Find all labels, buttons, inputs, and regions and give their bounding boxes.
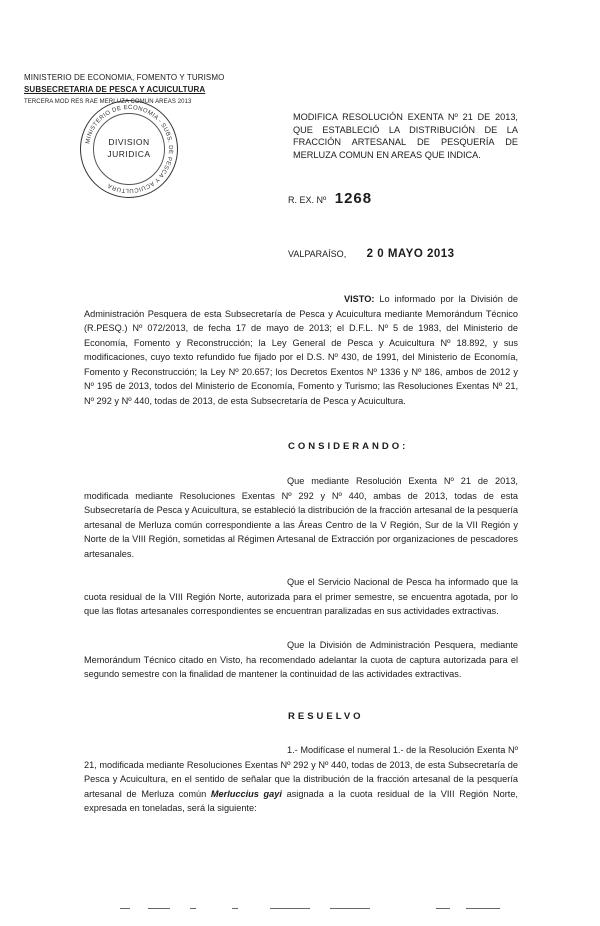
considerando-paragraph-2	[84, 575, 518, 619]
resolution-number: 1268	[334, 190, 373, 207]
resolution-subject: MODIFICA RESOLUCIÓN EXENTA Nº 21 DE 2013, QUE ESTABLECIÓ LA DISTRIBUCIÓN DE LA FRACCIÓN ARTESANAL DE PESQUERÍA DE MERLUZA COMUN EN AREAS QUE INDICA.	[293, 112, 518, 160]
resolution-number-label: R. EX. Nº	[288, 195, 327, 205]
considerando-2-first-line: Que el Servicio Nacional de Pesca ha informado que	[287, 577, 508, 587]
ministry-name: MINISTERIO DE ECONOMIA, FOMENTO Y TURISMO	[24, 73, 225, 82]
resolution-date: 2 0 MAYO 2013	[366, 248, 455, 260]
stamp-ring-text	[81, 101, 177, 197]
visto-label: VISTO:	[344, 294, 375, 304]
considerando-1-text: modificada mediante Resoluciones Exentas Nº 292 y Nº 440, ambas de 2013, todas de esta Subsecretaría de Pesca y Acuicultura, se estableció la distribución de la fracción artesanal de la pesquería artesanal de Merluza común correspondiente a las Áreas Centro de la V Región, Sur de la VII Región y Norte de la VIII Región, sometidas al Régimen Artesanal de Extracción por organizaciones de pescadores artesanales.	[84, 490, 518, 559]
scan-mark	[330, 908, 370, 909]
resolution-number-block	[288, 190, 372, 208]
resuelvo-item-1-text-a: Exenta Nº 21, modificada mediante Resoluciones Exentas Nº 292 y Nº 440, todas de 2013, de esta Subsecretaría de Pesca y Acuicultura, en el sentido de señalar que la distribución de la fracción artesanal de la pesquería artesanal de Merluza común	[84, 745, 519, 799]
considerando-heading: CONSIDERANDO:	[288, 441, 409, 452]
considerando-paragraph-3	[84, 638, 518, 682]
visto-paragraph	[84, 292, 518, 408]
resuelvo-item-1-first-line: 1.- Modifícase el numeral 1.- de la Resolución	[287, 745, 475, 755]
scan-mark	[148, 908, 170, 909]
resuelvo-item-1-text-b: asignada a la cuota residual de la VIII Región Norte, expresada en toneladas, será la siguiente:	[84, 788, 518, 813]
scan-mark	[190, 908, 196, 909]
subsecretaria-name: SUBSECRETARIA DE PESCA Y ACUICULTURA	[24, 85, 206, 94]
scan-mark	[120, 908, 130, 909]
place-date-block	[288, 244, 455, 262]
city: VALPARAÍSO,	[288, 249, 347, 259]
division-juridica-stamp	[80, 100, 178, 198]
stamp-line-2: JURIDICA	[107, 149, 151, 159]
stamp-line-1: DIVISION	[108, 137, 150, 147]
considerando-paragraph-1	[84, 474, 518, 561]
svg-text:MINISTERIO DE ECONOMIA - SUBS.: MINISTERIO DE ECONOMIA - SUBS. DE PESCA Y ACUICULTURA	[85, 104, 174, 194]
scan-mark	[232, 908, 238, 909]
document-reference: TERCERA MOD RES RAE MERLUZA COMUN AREAS 2013	[24, 99, 192, 105]
scan-mark	[466, 908, 500, 909]
considerando-3-text: mediante Memorándum Técnico citado en Visto, ha recomendado adelantar la cuota de captura autorizada para el segundo semestre con la finalidad de mantener la continuidad de las actividades extractivas.	[84, 640, 518, 679]
considerando-1-first-line: Que mediante Resolución Exenta Nº 21 de 2013,	[287, 476, 518, 486]
visto-text: Lo informado por la División de Administración Pesquera de esta Subsecretaría de Pesca y Acuicultura mediante Memorándum Técnico (R.PESQ.) Nº 072/2013, de fecha 17 de mayo de 2013; el D.F.L. Nº 5 de 1983, del Ministerio de Economía, Fomento y Reconstrucción; la Ley General de Pesca y Acuicultura Nº 18.892, y sus modificaciones, cuyo texto refundido fue fijado por el D.S. Nº 430, de 1991, del Ministerio de Economía, Fomento y Reconstrucción; la Ley Nº 20.657; los Decretos Exentos Nº 1336 y Nº 186, ambos de 2012 y Nº 195 de 2013, todos del Ministerio de Economía, Fomento y Turismo; las Resoluciones Exentas Nº 21, Nº 292 y Nº 440, todas de 2013, de esta Subsecretaría de Pesca y Acuicultura.	[84, 294, 519, 406]
scan-mark	[270, 908, 310, 909]
species-name: Merluccius gayi	[210, 788, 282, 799]
scan-mark	[436, 908, 450, 909]
resuelvo-heading: RESUELVO	[288, 711, 364, 722]
resuelvo-item-1	[84, 743, 518, 816]
considerando-3-first-line: Que la División de Administración Pesquera,	[287, 640, 477, 650]
considerando-2-text: la cuota residual de la VIII Región Norte, autorizada para el primer semestre, se encuentra agotada, por lo que las flotas artesanales correspondientes se encuentran paralizadas en sus actividades extractivas.	[84, 577, 518, 616]
